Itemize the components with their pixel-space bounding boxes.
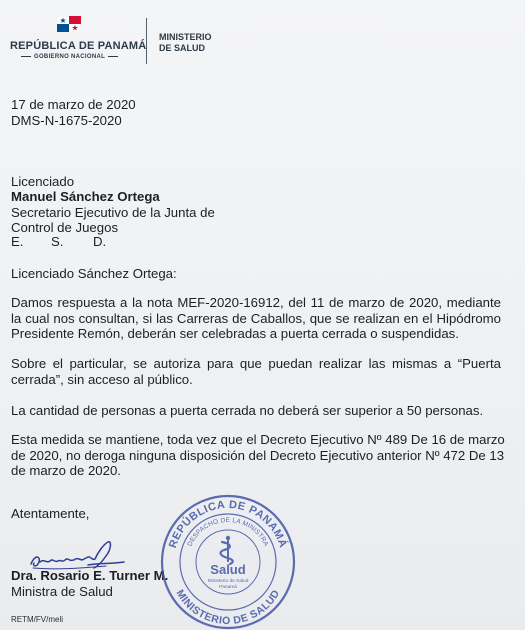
paragraph-4-line: de marzo de 2020. [11, 463, 121, 478]
header-divider [146, 18, 147, 64]
header-government [18, 54, 121, 60]
paragraph-4-line: Esta medida se mantiene, toda vez que el Decreto Ejecutivo Nº 489 De 16 de marzo [11, 432, 505, 447]
letter-reference: DMS-N-1675-2020 [11, 113, 122, 128]
esd-s: S. [51, 234, 64, 249]
signer-position: Ministra de Salud [11, 584, 113, 599]
official-seal-stamp [158, 492, 298, 630]
header-ministry [159, 32, 212, 54]
header-ministry-line1: MINISTERIO [159, 32, 212, 42]
stamp-center-line2: Panamá [219, 585, 237, 590]
signer-name: Dra. Rosario E. Turner M. [11, 568, 169, 583]
caduceus-icon [221, 536, 233, 564]
paragraph-4-line: de 2020, no deroga ninguna disposición del Decreto Ejecutivo anterior Nº 472 De 13 [11, 447, 505, 463]
closing: Atentamente, [11, 506, 90, 521]
esd-d: D. [93, 234, 107, 249]
stamp-inner-top-text: DESPACHO DE LA MINISTRA [186, 516, 270, 548]
paragraph-4 [11, 432, 505, 479]
paragraph-2-line: cerrada”, sin acceso al público. [11, 371, 193, 387]
header-government-label: GOBIERNO NACIONAL [34, 54, 106, 60]
paragraph-2-line: Sobre el particular, se autoriza para que puedan realizar las mismas a “Puerta [11, 356, 501, 371]
header-country: REPÚBLICA DE PANAMÁ [10, 40, 147, 52]
dash-left [21, 56, 31, 57]
letter-date: 17 de marzo de 2020 [11, 97, 136, 112]
recipient-name: Manuel Sánchez Ortega [11, 189, 160, 204]
recipient-position-line2: Control de Juegos [11, 220, 119, 235]
stamp-center-word: Salud [210, 562, 246, 577]
recipient-title: Licenciado [11, 174, 75, 189]
paragraph-2 [11, 356, 501, 387]
stamp-outer-bottom-text: MINISTERIO DE SALUD [173, 587, 283, 628]
salutation: Licenciado Sánchez Ortega: [11, 266, 177, 281]
panama-flag-icon [57, 16, 81, 32]
paragraph-1-line: la cual nos consultan, si las Carreras de Caballos, que se realizan en el Hipódromo [11, 310, 501, 326]
stamp-outer-top-text: REPÚBLICA DE PANAMÁ [167, 498, 289, 550]
dash-right [108, 56, 118, 57]
paragraph-3: La cantidad de personas a puerta cerrada no deberá ser superior a 50 personas. [11, 403, 484, 418]
header-ministry-line2: DE SALUD [159, 43, 206, 53]
stamp-center-line1: Ministerio de Salud [207, 579, 249, 584]
recipient-position-line1: Secretario Ejecutivo de la Junta de [11, 205, 215, 220]
paragraph-1-line: Presidente Remón, deberán ser celebradas a puerta cerrada o suspendidas. [11, 326, 459, 341]
initials-reference: RETM/FV/meli [11, 615, 63, 624]
esd-e: E. [11, 234, 24, 249]
paragraph-1 [11, 295, 501, 342]
paragraph-1-line: Damos respuesta a la nota MEF-2020-16912, del 11 de marzo de 2020, mediante [11, 295, 501, 310]
